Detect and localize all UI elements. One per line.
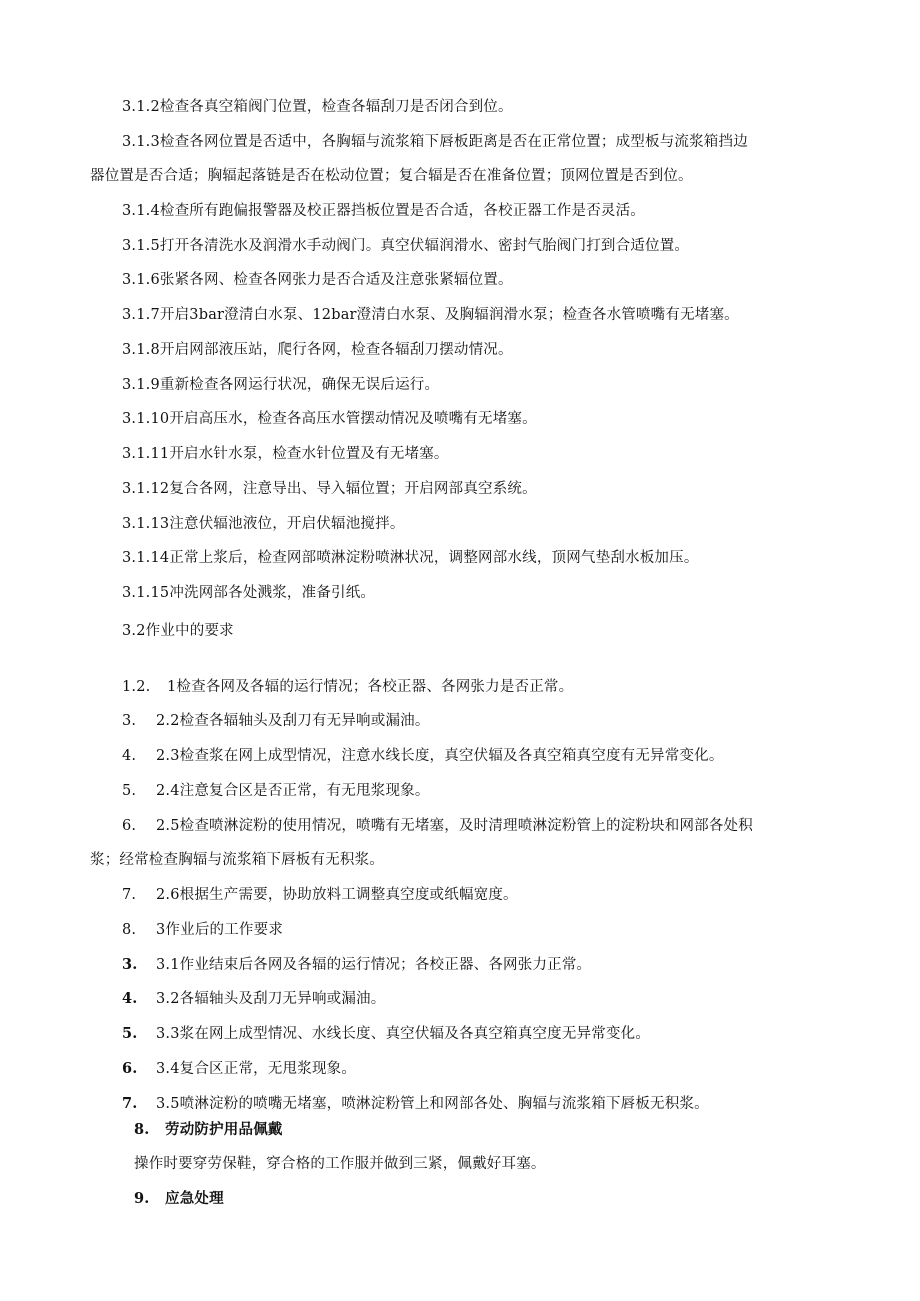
- paragraph-3-1-4: 3.1.4检查所有跑偏报警器及校正器挡板位置是否合适，各校正器工作是否灵活。: [122, 203, 645, 219]
- list-item: [122, 920, 283, 940]
- list-number: 4.: [122, 990, 138, 1007]
- paragraph-3-1-12: 3.1.12复合各网，注意导出、导入辐位置；开启网部真空系统。: [122, 481, 537, 497]
- paragraph-3-1-2: 3.1.2检查各真空箱阀门位置，检查各辐刮刀是否闭合到位。: [122, 99, 513, 115]
- paragraph-3-1-15: 3.1.15冲洗网部各处溅浆，准备引纸。: [122, 585, 376, 601]
- list-number: 8.: [122, 922, 137, 938]
- heading-number: 8.: [134, 1121, 150, 1138]
- heading-number: 9.: [134, 1190, 150, 1207]
- list-item: [122, 885, 518, 905]
- section-heading-9: [134, 1189, 224, 1209]
- list-text: 3.5喷淋淀粉的喷嘴无堵塞，喷淋淀粉管上和网部各处、胸辐与流浆箱下唇板无积浆。: [156, 1096, 709, 1112]
- paragraph-3-1-13: 3.1.13注意伏辐池液位，开启伏辐池搅拌。: [122, 516, 405, 532]
- list-number: 7.: [122, 887, 137, 903]
- paragraph-3-1-10: 3.1.10开启高压水，检查各高压水管摆动情况及喷嘴有无堵塞。: [122, 411, 537, 427]
- list-item-continued: 浆；经常检查胸辐与流浆箱下唇板有无积浆。: [90, 852, 384, 868]
- list-text: 3.2各辐轴头及刮刀无异响或漏油。: [156, 991, 386, 1007]
- list-text: 3作业后的工作要求: [156, 922, 284, 938]
- list-number: 3.: [122, 713, 137, 729]
- paragraph-3-1-8: 3.1.8开启网部液压站，爬行各网，检查各辐刮刀摆动情况。: [122, 342, 513, 358]
- list-text: 2.2检查各辐轴头及刮刀有无异响或漏油。: [156, 713, 430, 729]
- list-number: 5.: [122, 783, 137, 799]
- list-text: 2.3检查浆在网上成型情况，注意水线长度，真空伏辐及各真空箱真空度有无异常变化。: [156, 748, 724, 764]
- list-item: [122, 989, 385, 1009]
- section-heading-8: [134, 1120, 283, 1140]
- paragraph-3-1-14: 3.1.14正常上浆后，检查网部喷淋淀粉喷淋状况，调整网部水线，顶网气垫刮水板加压。: [122, 550, 699, 566]
- list-item: [122, 781, 430, 801]
- list-number: 7.: [122, 1095, 138, 1112]
- paragraph-3-1-7: 3.1.7开启3bar澄清白水泵、12bar澄清白水泵、及胸辐润滑水泵；检查各水管喷嘴有无堵塞。: [122, 307, 739, 323]
- list-item: [122, 677, 573, 697]
- paragraph-3-1-3-continued: 器位置是否合适；胸辐起落链是否在松动位置；复合辐是否在准备位置；顶网位置是否到位。: [90, 168, 693, 184]
- list-text: 3.1作业结束后各网及各辐的运行情况；各校正器、各网张力正常。: [156, 957, 592, 973]
- heading-text: 劳动防护用品佩戴: [165, 1121, 283, 1138]
- paragraph-ppe: 操作时要穿劳保鞋，穿合格的工作服并做到三紧，佩戴好耳塞。: [134, 1156, 546, 1172]
- list-text: 3.3浆在网上成型情况、水线长度、真空伏辐及各真空箱真空度无异常变化。: [156, 1026, 651, 1042]
- list-item: [122, 955, 591, 975]
- section-heading-3-2: 3.2作业中的要求: [122, 623, 234, 639]
- list-number: 5.: [122, 1025, 138, 1042]
- list-text: 2.6根据生产需要，协助放料工调整真空度或纸幅宽度。: [156, 887, 518, 903]
- list-number: 1.2.: [122, 679, 151, 695]
- list-number: 6.: [122, 1060, 138, 1077]
- list-number: 3.: [122, 956, 138, 973]
- list-number: 6.: [122, 818, 137, 834]
- list-number: 4.: [122, 748, 137, 764]
- paragraph-3-1-5: 3.1.5打开各清洗水及润滑水手动阀门。真空伏辐润滑水、密封气胎阀门打到合适位置。: [122, 238, 690, 254]
- paragraph-3-1-9: 3.1.9重新检查各网运行状况，确保无误后运行。: [122, 377, 440, 393]
- list-item: [122, 1059, 356, 1079]
- heading-text: 应急处理: [165, 1190, 224, 1207]
- paragraph-3-1-11: 3.1.11开启水针水泵，检查水针位置及有无堵塞。: [122, 446, 449, 462]
- list-text: 2.4注意复合区是否正常，有无甩浆现象。: [156, 783, 430, 799]
- list-item: [122, 746, 724, 766]
- list-item: [122, 1024, 650, 1044]
- list-text: 3.4复合区正常，无甩浆现象。: [156, 1061, 357, 1077]
- list-item: [122, 816, 753, 836]
- paragraph-3-1-3: 3.1.3检查各网位置是否适中，各胸辐与流浆箱下唇板距离是否在正常位置；成型板与流浆箱挡边: [122, 134, 748, 150]
- list-text: 2.5检查喷淋淀粉的使用情况，喷嘴有无堵塞，及时清理喷淋淀粉管上的淀粉块和网部各处积: [156, 818, 753, 834]
- list-item: [122, 1094, 709, 1114]
- paragraph-3-1-6: 3.1.6张紧各网、检查各网张力是否合适及注意张紧辐位置。: [122, 272, 513, 288]
- list-text: 1检查各网及各辐的运行情况；各校正器、各网张力是否正常。: [167, 679, 574, 695]
- list-item: [122, 711, 430, 731]
